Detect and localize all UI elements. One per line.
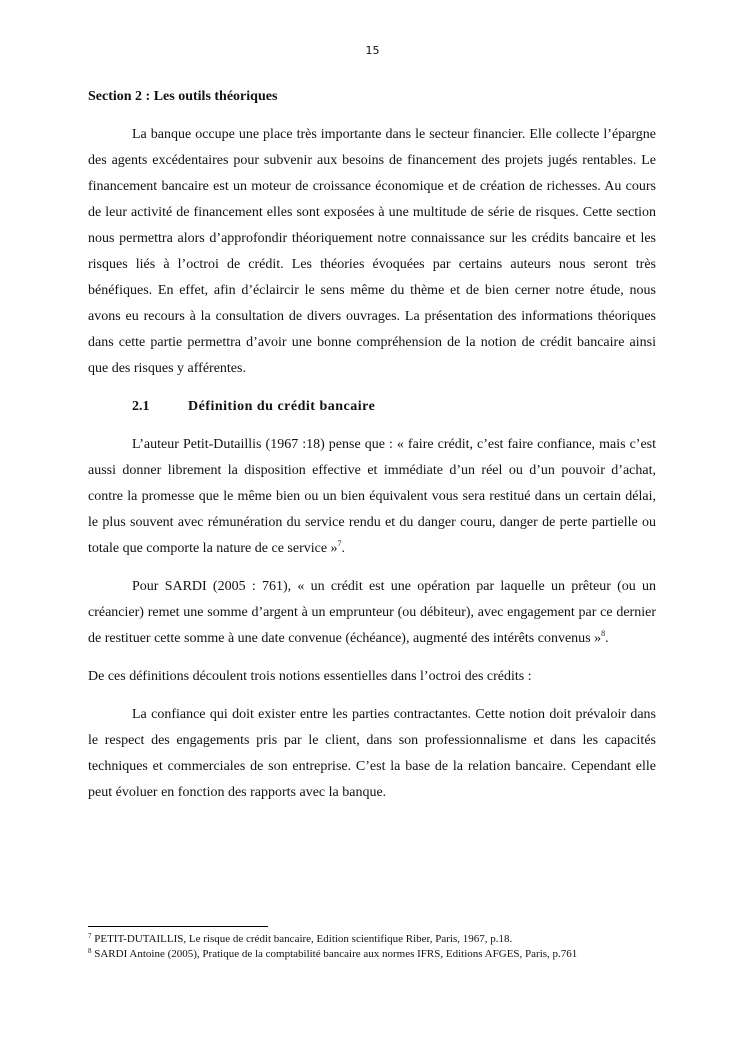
footnotes xyxy=(88,932,688,962)
footnote-8 xyxy=(88,947,688,962)
footnote-7 xyxy=(88,932,688,947)
confiance-paragraph: La confiance qui doit exister entre les parties contractantes. Cette notion doit prévaloir dans le respect des engagements pris par le client, dans son professionnalisme et dans les capacités techniques et commerciales de son entreprise. C’est la base de la relation bancaire. Cependant elle peut évoluer en fonction des rapports avec la banque. xyxy=(88,707,656,800)
subsection-title: Définition du crédit bancaire xyxy=(188,399,376,414)
document-body xyxy=(88,84,656,806)
footnote-ref-8: 8 xyxy=(601,629,606,638)
page-number: 15 xyxy=(365,44,380,57)
petit-dutaillis-period: . xyxy=(341,541,346,556)
footnote-separator xyxy=(88,926,268,927)
sardi-period: . xyxy=(605,631,609,646)
footnote-text: SARDI Antoine (2005), Pratique de la comptabilité bancaire aux normes IFRS, Editions AFGES, Paris, p.761 xyxy=(94,948,578,960)
footnote-mark: 7 xyxy=(88,932,92,940)
subsection-heading xyxy=(88,394,656,420)
footnote-ref-7: 7 xyxy=(337,539,342,548)
notions-paragraph: De ces définitions découlent trois notions essentielles dans l’octroi des crédits : xyxy=(88,669,532,684)
sardi-paragraph xyxy=(88,574,656,652)
petit-dutaillis-paragraph xyxy=(88,432,656,562)
sardi-text: Pour SARDI (2005 : 761), « un crédit est une opération par laquelle un prêteur (ou un créancier) remet une somme d’argent à un emprunteur (ou débiteur), avec engagement par ce dernier de restituer cette somme à une date convenue (échéance), augmenté des intérêts convenus » xyxy=(88,579,656,646)
intro-paragraph: La banque occupe une place très importante dans le secteur financier. Elle collecte l’épargne des agents excédentaires pour subvenir aux besoins de financement des projets jugés rentables. Le financement bancaire est un moteur de croissance économique et de création de richesses. Au cours de leur activité de financement elles sont exposées à une multitude de série de risques. Cette section nous permettra alors d’approfondir théoriquement notre connaissance sur les crédits bancaire et les risques liés à l’octroi de crédit. Les théories évoquées par certains auteurs nous seront très bénéfiques. En effet, afin d’éclaircir le sens même du thème et de bien cerner notre étude, nous avons eu recours à la consultation de divers ouvrages. La présentation des informations théoriques dans cette partie permettra d’avoir une bonne compréhension de la notion de crédit bancaire ainsi que des risques y afférentes. xyxy=(88,127,656,376)
footnote-text: PETIT-DUTAILLIS, Le risque de crédit bancaire, Edition scientifique Riber, Paris, 1967, p.18. xyxy=(94,933,513,945)
petit-dutaillis-text: L’auteur Petit-Dutaillis (1967 :18) pense que : « faire crédit, c’est faire confiance, mais c’est aussi donner librement la disposition effective et immédiate d’un réel ou d’un pouvoir d’achat, contre la promesse que le même bien ou un bien équivalent vous sera restitué dans un certain délai, le plus souvent avec rémunération du service rendu et du danger couru, danger de perte partielle ou totale que comporte la nature de ce service » xyxy=(88,437,656,556)
footnote-mark: 8 xyxy=(88,947,92,955)
subsection-number: 2.1 xyxy=(132,399,150,414)
section-title: Section 2 : Les outils théoriques xyxy=(88,89,278,104)
